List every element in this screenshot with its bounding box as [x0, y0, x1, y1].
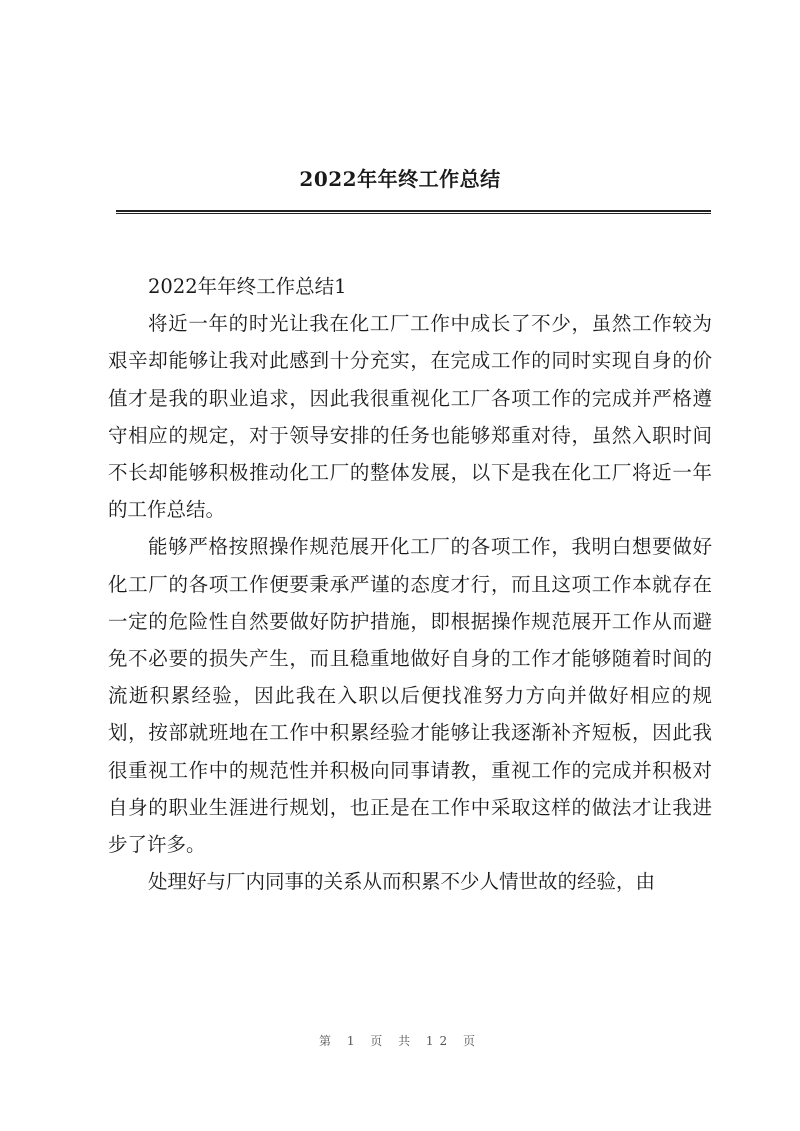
document-title: 2022年年终工作总结	[299, 167, 501, 191]
paragraph-1: 将近一年的时光让我在化工厂工作中成长了不少，虽然工作较为艰辛却能够让我对此感到十分充实，在完成工作的同时实现自身的价值才是我的职业追求，因此我很重视化工厂各项工作的完成并严格遵守相应的规定，对于领导安排的任务也能够郑重对待，虽然入职时间不长却能够积极推动化工厂的整体发展，以下是我在化工厂将近一年的工作总结。	[108, 312, 712, 522]
paragraph-3: 处理好与厂内同事的关系从而积累不少人情世故的经验，由	[148, 870, 656, 894]
page-footer: 第 1 页 共 12 页	[319, 1034, 481, 1048]
paragraph-2: 能够严格按照操作规范展开化工厂的各项工作，我明白想要做好化工厂的各项工作便要秉承严谨的态度才行，而且这项工作本就存在一定的危险性自然要做好防护措施，即根据操作规范展开工作从而避免不必要的损失产生，而且稳重地做好自身的工作才能够随着时间的流逝积累经验，因此我在入职以后便找准努力方向并做好相应的规划，按部就班地在工作中积累经验才能够让我逐渐补齐短板，因此我很重视工作中的规范性并积极向同事请教，重视工作的完成并积极对自身的职业生涯进行规划，也正是在工作中采取这样的做法才让我进步了许多。	[108, 535, 712, 857]
title-divider	[116, 210, 711, 214]
section-heading: 2022年年终工作总结1	[148, 275, 347, 298]
document-body	[108, 268, 712, 900]
